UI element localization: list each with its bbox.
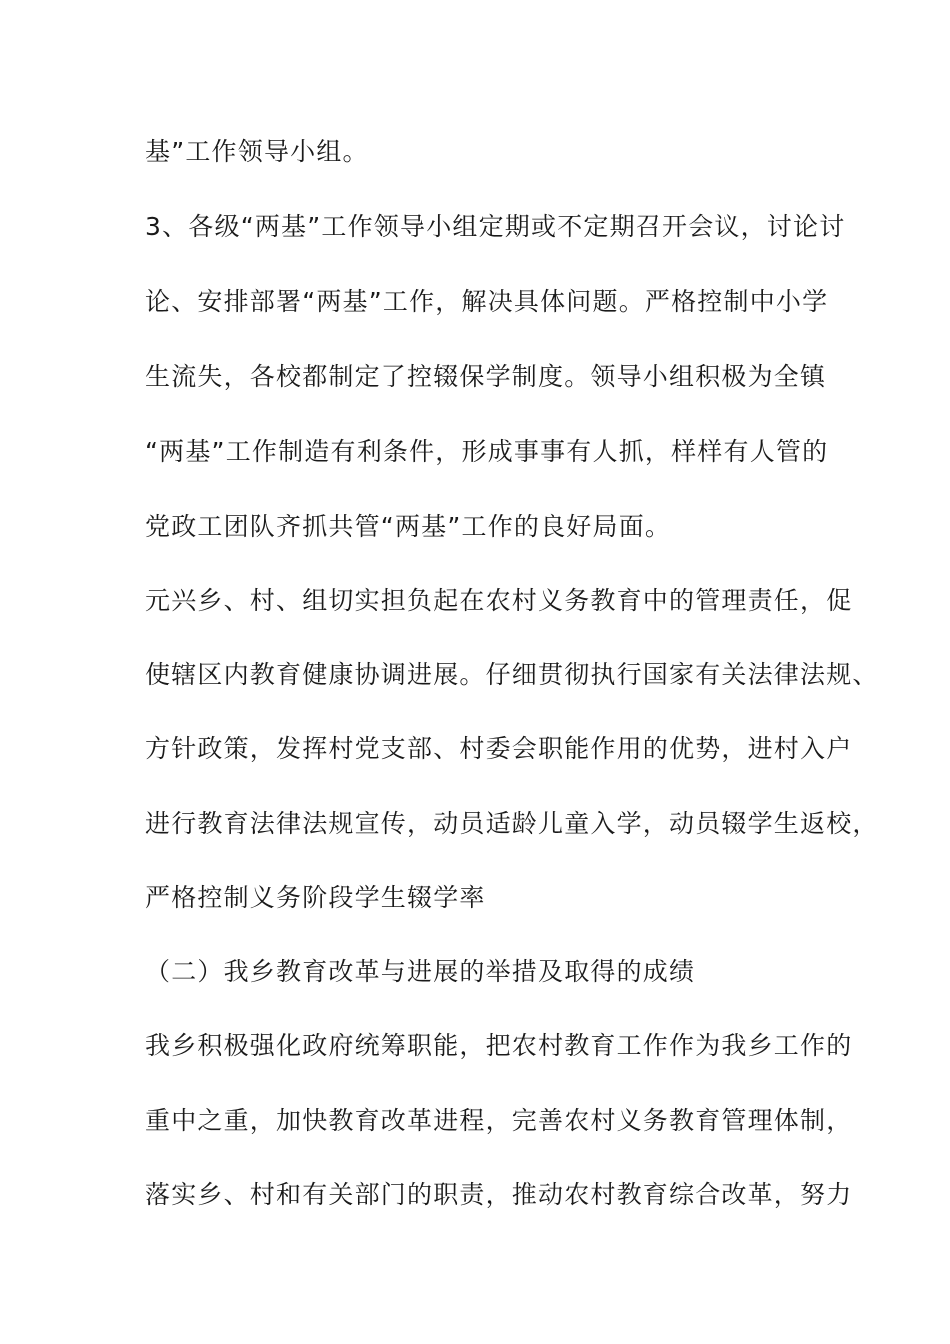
text-line: “两基”工作制造有利条件，形成事事有人抓，样样有人管的	[145, 437, 829, 466]
text-line: 严格控制义务阶段学生辍学率	[145, 883, 486, 912]
text-line: 使辖区内教育健康协调进展。仔细贯彻执行国家有关法律法规、	[145, 660, 879, 689]
text-line: 落实乡、村和有关部门的职责，推动农村教育综合改革，努力	[145, 1180, 853, 1209]
section-heading: （二）我乡教育改革与进展的举措及取得的成绩	[145, 957, 696, 986]
text-line: 基”工作领导小组。	[145, 137, 369, 166]
text-line: 生流失，各校都制定了控辍保学制度。领导小组积极为全镇	[145, 362, 827, 391]
text-line: 元兴乡、村、组切实担负起在农村义务教育中的管理责任，促	[145, 586, 853, 615]
text-line: 进行教育法律法规宣传，动员适龄儿童入学，动员辍学生返校，	[145, 809, 879, 838]
text-line: 党政工团队齐抓共管“两基”工作的良好局面。	[145, 512, 672, 541]
text-line: 3、各级“两基”工作领导小组定期或不定期召开会议，讨论讨	[145, 212, 846, 241]
text-line: 论、安排部署“两基”工作，解决具体问题。严格控制中小学	[145, 287, 829, 316]
text-line: 重中之重，加快教育改革进程，完善农村义务教育管理体制，	[145, 1106, 853, 1135]
text-line: 我乡积极强化政府统筹职能，把农村教育工作作为我乡工作的	[145, 1031, 853, 1060]
text-line: 方针政策，发挥村党支部、村委会职能作用的优势，进村入户	[145, 734, 853, 763]
